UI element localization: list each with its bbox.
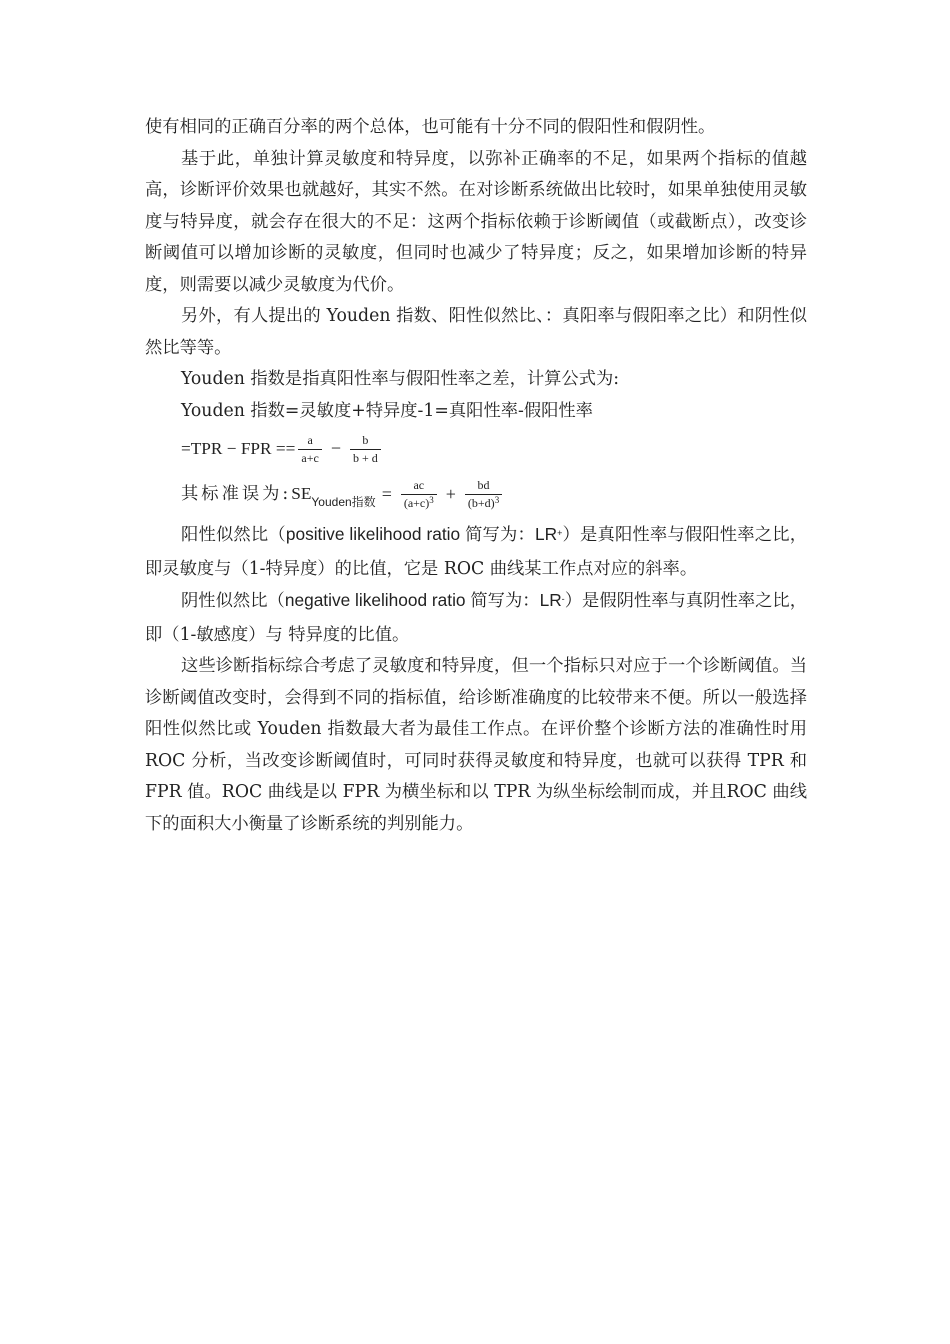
- plus-operator: +: [445, 484, 456, 505]
- fraction-denominator: b + d: [352, 450, 378, 465]
- paragraph-roc-analysis: 这些诊断指标综合考虑了灵敏度和特异度，但一个指标只对应于一个诊断阈值。当诊断阈值改变时，会得到不同的指标值，给诊断准确度的比较带来不便。所以一般选择阳性似然比或 Youden 指数最大者为最佳工作点。在评价整个诊断方法的准确性时用 ROC 分析，当改变诊断阈值时，可同时获得灵敏度和特异度，也就可以获得 TPR 和 FPR 值。ROC 曲线是以 FPR 为横坐标和以 TPR 为纵坐标绘制而成，并且ROC 曲线下的面积大小衡量了诊断系统的判别能力。: [145, 656, 807, 834]
- lr-positive-pre: 阳性似然比（: [181, 525, 286, 545]
- fraction-denominator: [401, 495, 437, 512]
- denominator-base: (a+c): [403, 496, 430, 510]
- se-text: SE: [291, 484, 312, 504]
- lr-positive-post: ）是真阳性率与假阳性率之比，即灵敏度与（1-特异度）的比值，它是 ROC 曲线某工作点对应的斜率。: [145, 525, 807, 579]
- fraction-numerator: b: [362, 432, 369, 447]
- lr-negative-pre: 阴性似然比（: [181, 591, 285, 611]
- se-subscript: Youden指数: [311, 495, 376, 510]
- lr-negative-post: ）是假阴性率与真阴性率之比，即（1-敏感度）与 特异度的比值。: [145, 591, 807, 645]
- paragraph-other-indices: 另外，有人提出的 Youden 指数、阳性似然比、：真阳率与假阳率之比）和阴性似然比等等。: [145, 306, 807, 358]
- fraction-a-over-a-plus-c: [298, 433, 321, 466]
- lr-positive-term: positive likelihood ratio 简写为：LR: [285, 524, 558, 544]
- denominator-exponent: 3: [494, 495, 500, 505]
- paragraph-youden-formula-text: Youden 指数=灵敏度+特异度-1=真阳性率-假阳性率: [181, 400, 593, 421]
- formula-youden-lead: =TPR − FPR ==: [181, 439, 296, 459]
- equals-operator: =: [381, 484, 392, 505]
- document-body: [145, 112, 807, 840]
- minus-operator: −: [330, 438, 341, 459]
- fraction-denominator: [465, 495, 502, 512]
- denominator-exponent: 3: [429, 495, 434, 505]
- fraction-numerator: bd: [477, 478, 490, 492]
- paragraph-positive-likelihood-ratio: [145, 519, 807, 585]
- fraction-numerator: ac: [413, 478, 425, 492]
- fraction-bd: [465, 478, 502, 512]
- fraction-ac: [401, 478, 437, 512]
- paragraph-total-accuracy: 使有相同的正确百分率的两个总体，也可能有十分不同的假阳性和假阴性。: [145, 117, 716, 137]
- denominator-base: (b+d): [467, 496, 495, 510]
- fraction-denominator: a+c: [301, 450, 319, 465]
- lr-negative-sup: -: [561, 594, 565, 604]
- paragraph-youden-definition: Youden 指数是指真阳性率与假阳性率之差，计算公式为:: [181, 369, 620, 389]
- fraction-b-over-b-plus-d: [350, 433, 381, 466]
- paragraph-sensitivity-specificity: 基于此，单独计算灵敏度和特异度，以弥补正确率的不足，如果两个指标的值越高，诊断评价效果也就越好，其实不然。在对诊断系统做出比较时，如果单独使用灵敏度与特异度，就会存在很大的不足：这两个指标依赖于诊断阈值（或截断点），改变诊断阈值可以增加诊断的灵敏度，但同时也减少了特异度；反之，如果增加诊断的特异度，则需要以减少灵敏度为代价。: [145, 148, 807, 295]
- lr-positive-sup: +: [557, 528, 563, 538]
- lr-negative-term: negative likelihood ratio 简写为：LR: [284, 590, 562, 610]
- formula-youden: [145, 429, 807, 469]
- formula-se-label: 其标准误为:: [181, 484, 292, 505]
- formula-se-symbol: [291, 478, 375, 512]
- paragraph-negative-likelihood-ratio: [145, 585, 807, 651]
- fraction-numerator: a: [307, 432, 313, 447]
- formula-standard-error: [145, 471, 807, 519]
